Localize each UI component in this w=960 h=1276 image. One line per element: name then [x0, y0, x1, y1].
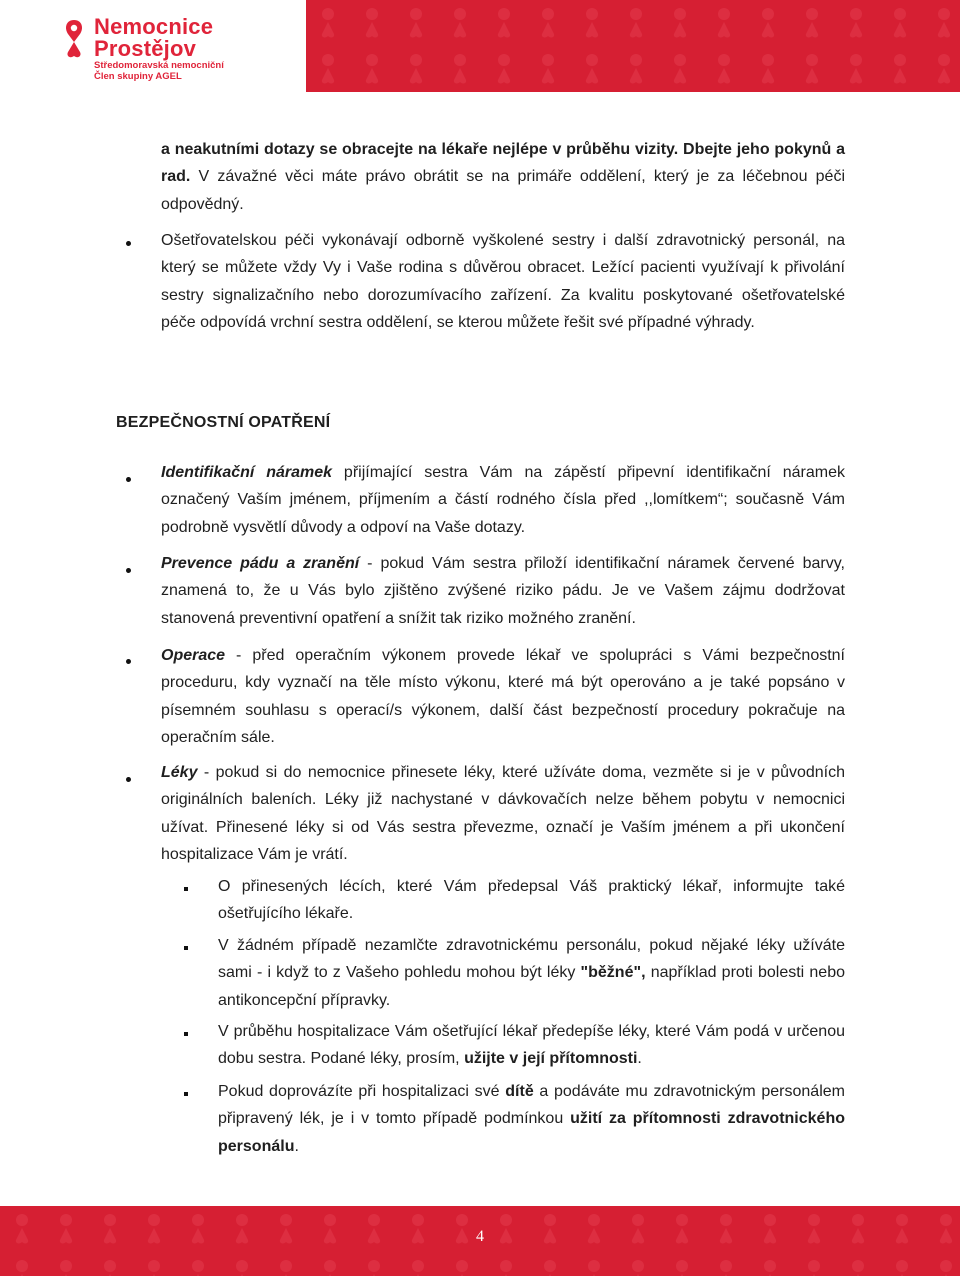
nursing-text-2: Ležící pacienti využívají k přivolání sestry signalizačního nebo dorozumívacího zařízení. Za kvalitu poskytované ošetřovatelské péče odpovídá vrchní sestra oddělení, se kterou můžete řešit své případné výhrady. — [161, 259, 845, 331]
section-heading: BEZPEČNOSTNÍ OPATŘENÍ — [116, 414, 331, 431]
logo-symbol-icon — [62, 18, 86, 60]
item-text: - před operačním výkonem provede lékař ve spolupráci s Vámi bezpečnostní proceduru, kdy vyznačí na těle místo výkonu, které má být operováno a je také popsáno v písemném souhlasu s operací/s výkonem, další část bezpečností procedury pokračuje na operačním sále. — [161, 647, 845, 746]
list-item-identification — [161, 459, 845, 541]
bullet-icon — [126, 659, 131, 664]
item-term: Léky — [161, 764, 198, 781]
sub-item-text: V žádném případě nezamlčte zdravotnickému personálu, pokud nějaké léky užíváte sami - i když to z Vašeho pohledu mohou být léky — [218, 937, 845, 982]
square-bullet-icon — [184, 887, 188, 891]
sub-item-text: a podáváte mu zdravotnickým personálem připravený lék, je i v tomto případě podmínkou — [218, 1083, 845, 1128]
item-term: Operace — [161, 647, 226, 664]
logo-name-line1: Nemocnice — [94, 14, 214, 39]
sub-item-text: Pokud doprovázíte při hospitalizaci své — [218, 1083, 506, 1100]
sub-item-bold: "běžné", — [580, 964, 646, 982]
bullet-icon — [126, 477, 131, 482]
sub-item-2 — [218, 932, 845, 1014]
list-item-surgery — [161, 642, 845, 751]
item-text: - pokud si do nemocnice přinesete léky, které užíváte doma, vezměte si je v původních originálních baleních. Léky již nachystané v dávkovačích nelze během pobytu v nemocnici užívat. Přinesené léky si od Vás sestra převezme, označí je Vaším jménem a při ukončení hospitalizace Vám je vrátí. — [161, 764, 845, 863]
bullet-icon — [126, 777, 131, 782]
sub-item-3 — [218, 1018, 845, 1073]
list-item-fall-prevention — [161, 550, 845, 632]
item-text: přijímající sestra Vám na zápěstí připevní identifikační náramek označený Vaším jménem, příjmením a částí rodného čísla před ,,lomítkem“; současně Vám podrobně vysvětlí důvody a odpoví na Vaše dotazy. — [161, 464, 845, 536]
logo-name-line2: Prostějov — [94, 36, 197, 61]
hospital-logo — [0, 0, 306, 92]
item-text: - pokud Vám sestra přiloží identifikační náramek červené barvy, znamená to, že u Vás bylo zjištěno zvýšené riziko pádu. Je ve Vašem zájmu dodržovat stanovená preventivní opatření a snížit tak riziko možného zranění. — [161, 555, 846, 627]
sub-item-text: V průběhu hospitalizace Vám ošetřující lékař předepíše léky, které Vám podá v určenou dobu sestra. Podané léky, prosím, — [218, 1023, 845, 1068]
sub-item-text: O přinesených lécích, které Vám předepsal Váš praktický lékař, informujte také ošetřujícího lékaře. — [218, 878, 845, 923]
item-term: Prevence pádu a zranění — [161, 555, 360, 572]
intro-paragraph-2 — [161, 227, 845, 336]
square-bullet-icon — [184, 1032, 188, 1036]
banner-pattern — [306, 0, 960, 92]
page-header — [0, 0, 960, 92]
intro-paragraph-1 — [161, 136, 845, 218]
sub-item-bold: užití za přítomnosti zdravotnického personálu — [218, 1110, 845, 1155]
intro-bold-text: a neakutními dotazy se obracejte na lékaře nejlépe v průběhu vizity. Dbejte jeho pokynů a rad. — [161, 141, 845, 186]
nursing-text-1: Ošetřovatelskou péči vykonávají odborně vyškolené sestry i další zdravotnický personál, na který se můžete vždy Vy i Vaše rodina s důvěrou obracet. — [161, 232, 845, 277]
sub-item-text: například proti bolesti nebo antikoncepční přípravky. — [218, 964, 845, 1009]
sub-item-bold: dítě — [505, 1083, 534, 1100]
header-banner — [306, 0, 960, 92]
sub-item-1 — [218, 873, 845, 928]
list-item-medication — [161, 759, 845, 868]
logo-subtitle-1: Středomoravská nemocniční — [94, 60, 224, 71]
sub-item-text: . — [637, 1050, 642, 1068]
sub-item-text: . — [294, 1137, 299, 1155]
bullet-icon — [126, 241, 131, 246]
page-number: 4 — [476, 1228, 484, 1245]
sub-item-bold: užijte v její přítomnosti — [464, 1050, 638, 1068]
page-footer — [0, 1206, 960, 1276]
intro-rest-text: V závažné věci máte právo obrátit se na primáře oddělení, který je za léčebnou péči odpovědný. — [161, 168, 845, 213]
logo-subtitle-2: Člen skupiny AGEL — [94, 71, 182, 82]
square-bullet-icon — [184, 946, 188, 950]
sub-item-4 — [218, 1078, 845, 1160]
bullet-icon — [126, 568, 131, 573]
item-term: Identifikační náramek — [161, 464, 333, 481]
square-bullet-icon — [184, 1092, 188, 1096]
